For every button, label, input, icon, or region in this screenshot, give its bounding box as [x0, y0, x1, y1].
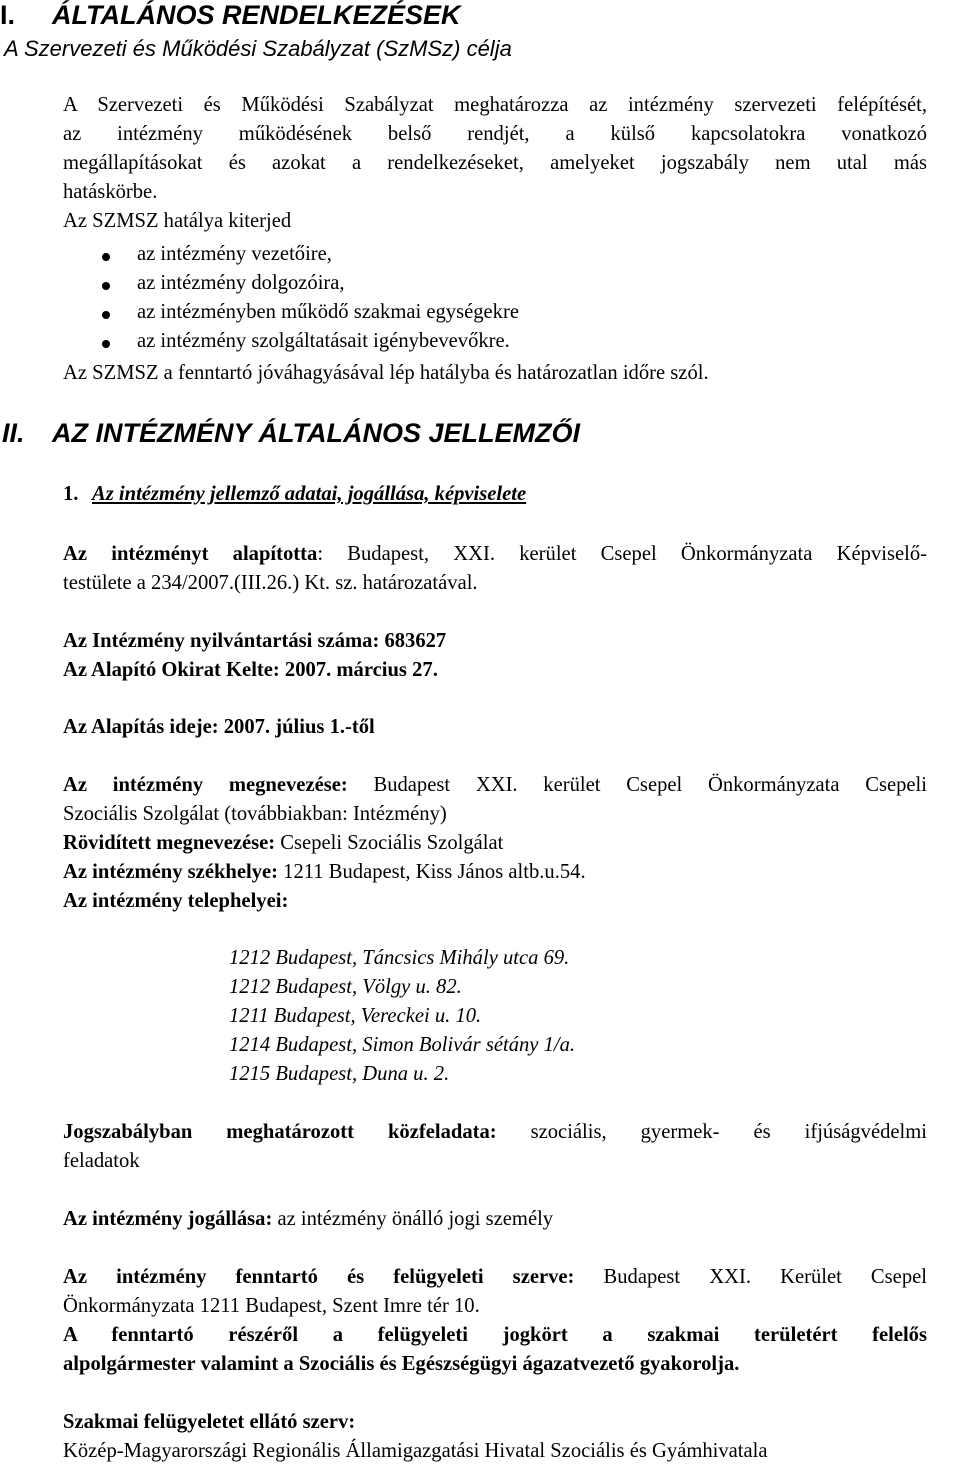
- scope-item: az intézmény szolgáltatásait igénybevevőkre.: [137, 330, 510, 352]
- duty-label: Jogszabályban meghatározott közfeladata:: [63, 1121, 497, 1143]
- short-name-label: Rövidített megnevezése:: [63, 832, 276, 854]
- supervisor-line-1: [63, 1263, 927, 1292]
- professional-supervisor-value: Közép-Magyarországi Regionális Államigazgatási Hivatal Szociális és Gyámhivatala: [63, 1440, 768, 1462]
- section-2-number: II.: [2, 418, 25, 448]
- founder-value: : Budapest, XXI. kerület Csepel Önkormányzata Képviselő-: [317, 543, 927, 565]
- seat-value: 1211 Budapest, Kiss János altb.u.54.: [278, 861, 586, 883]
- section-2-title: AZ INTÉZMÉNY ÁLTALÁNOS JELLEMZŐI: [52, 418, 580, 448]
- supervisor-line-2: Önkormányzata 1211 Budapest, Szent Imre tér 10.: [63, 1295, 480, 1317]
- subsection-title: Az intézmény jellemző adatai, jogállása, képviselete: [92, 483, 527, 505]
- site-item: 1215 Budapest, Duna u. 2.: [229, 1063, 450, 1085]
- name-label: Az intézmény megnevezése:: [63, 774, 348, 796]
- bullet-dot: [102, 311, 110, 319]
- purpose-line-3: megállapításokat és azokat a rendelkezéseket, amelyeket jogszabály nem utal más: [63, 152, 927, 174]
- scope-item: az intézményben működő szakmai egységekre: [137, 301, 519, 323]
- purpose-line-4: hatáskörbe.: [63, 181, 158, 203]
- purpose-line-2: az intézmény működésének belső rendjét, a külső kapcsolatokra vonatkozó: [63, 123, 927, 145]
- institution-name-line-2: Szociális Szolgálat (továbbiakban: Intézmény): [63, 803, 447, 825]
- status-value: az intézmény önálló jogi személy: [272, 1208, 554, 1230]
- legal-status: [63, 1205, 553, 1234]
- section-1-subtitle: A Szervezeti és Működési Szabályzat (SzMSz) célja: [4, 36, 512, 61]
- bullet-dot: [102, 340, 110, 348]
- scope-item: az intézmény dolgozóira,: [137, 272, 345, 294]
- sites-label: Az intézmény telephelyei:: [63, 890, 289, 912]
- status-label: Az intézmény jogállása:: [63, 1208, 273, 1230]
- supervisor-label: Az intézmény fenntartó és felügyeleti szerve:: [63, 1266, 575, 1288]
- site-item: 1212 Budapest, Táncsics Mihály utca 69.: [229, 947, 570, 969]
- bullet-dot: [102, 253, 110, 261]
- short-name-value: Csepeli Szociális Szolgálat: [275, 832, 504, 854]
- professional-supervisor-label: Szakmai felügyeletet ellátó szerv:: [63, 1411, 356, 1433]
- section-1-title: ÁLTALÁNOS RENDELKEZÉSEK: [52, 0, 461, 30]
- oversight-line-2: alpolgármester valamint a Szociális és Egészségügyi ágazatvezető gyakorolja.: [63, 1353, 740, 1375]
- site-item: 1211 Budapest, Vereckei u. 10.: [229, 1005, 482, 1027]
- duty-value: szociális, gyermek- és ifjúságvédelmi: [496, 1121, 928, 1143]
- site-item: 1212 Budapest, Völgy u. 82.: [229, 976, 462, 998]
- subsection-number: 1.: [63, 483, 79, 505]
- registry-number: Az Intézmény nyilvántartási száma: 683627: [63, 630, 447, 652]
- name-value: Budapest XXI. kerület Csepel Önkormányzata Csepeli: [347, 774, 927, 796]
- deed-date: Az Alapító Okirat Kelte: 2007. március 27.: [63, 659, 438, 681]
- seat: [63, 858, 586, 887]
- founder-label: Az intézményt alapította: [63, 543, 318, 565]
- founder-line-1: [63, 540, 927, 569]
- short-name: [63, 829, 503, 858]
- bullet-dot: [102, 282, 110, 290]
- site-item: 1214 Budapest, Simon Bolivár sétány 1/a.: [229, 1034, 576, 1056]
- institution-name-line-1: [63, 771, 927, 800]
- scope-item: az intézmény vezetőire,: [137, 243, 332, 265]
- founder-line-2: testülete a 234/2007.(III.26.) Kt. sz. határozatával.: [63, 572, 478, 594]
- purpose-line-1: A Szervezeti és Működési Szabályzat meghatározza az intézmény szervezeti felépítését,: [63, 94, 927, 116]
- supervisor-value: Budapest XXI. Kerület Csepel: [574, 1266, 927, 1288]
- scope-intro: Az SZMSZ hatálya kiterjed: [63, 210, 292, 232]
- effect-statement: Az SZMSZ a fenntartó jóváhagyásával lép hatályba és határozatlan időre szól.: [63, 362, 709, 384]
- section-1-number: I.: [0, 0, 16, 30]
- founding-date: Az Alapítás ideje: 2007. július 1.-től: [63, 716, 375, 738]
- oversight-line-1: A fenntartó részéről a felügyeleti jogkört a szakmai területért felelős: [63, 1324, 927, 1346]
- seat-label: Az intézmény székhelye:: [63, 861, 279, 883]
- public-duty-line-1: [63, 1118, 927, 1147]
- public-duty-line-2: feladatok: [63, 1150, 140, 1172]
